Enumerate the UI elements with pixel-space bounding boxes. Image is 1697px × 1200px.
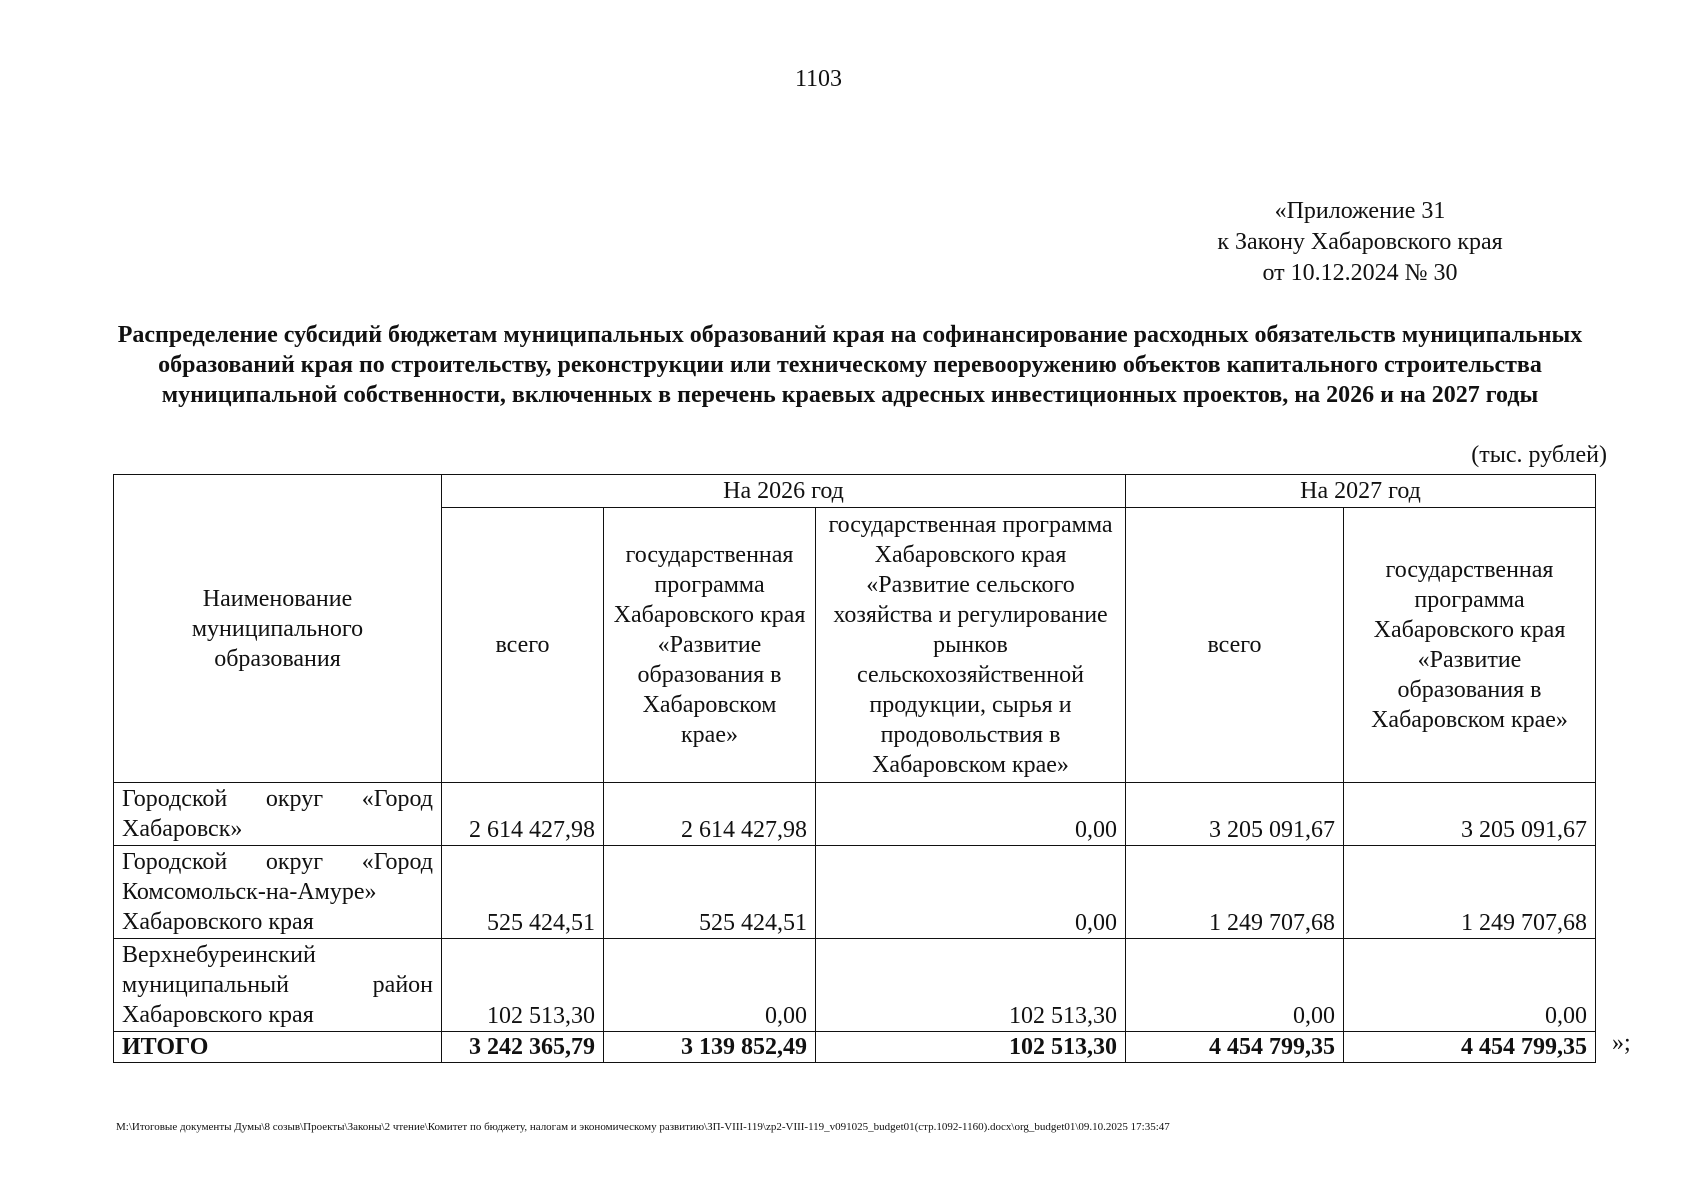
grand-agriculture-2026: 102 513,30 [816, 1032, 1126, 1063]
grand-education-2026: 3 139 852,49 [604, 1032, 816, 1063]
education-2026-value: 2 614 427,98 [604, 783, 816, 846]
total-2026-value: 525 424,51 [442, 846, 604, 939]
grand-total-2027: 4 454 799,35 [1126, 1032, 1344, 1063]
table-row [114, 846, 1596, 939]
appendix-reference [1180, 196, 1540, 289]
education-2026-value: 0,00 [604, 939, 816, 1032]
appendix-line-3: от 10.12.2024 № 30 [1262, 260, 1458, 286]
agriculture-2026-value: 102 513,30 [816, 939, 1126, 1032]
municipality-name: Верхнебуреинский муниципальный район Хабаровского края [114, 939, 442, 1032]
total-label: ИТОГО [114, 1032, 442, 1063]
footer-file-path: M:\Итоговые документы Думы\8 созыв\Проекты\Законы\2 чтение\Комитет по бюджету, налогам и экономическому развитию\ЗП-VIII-119\zp2-VIII-119_v091025_budget01(стр.1092-1160).docx\org_budget01\09.10.2025 17:35:47 [116, 1121, 1170, 1133]
agriculture-2026-value: 0,00 [816, 783, 1126, 846]
header-municipality-name: Наименование муниципального образования [114, 475, 442, 783]
total-2027-value: 0,00 [1126, 939, 1344, 1032]
header-year-2026: На 2026 год [442, 475, 1126, 508]
total-2027-value: 1 249 707,68 [1126, 846, 1344, 939]
total-row [114, 1032, 1596, 1063]
education-2027-value: 0,00 [1344, 939, 1596, 1032]
units-label: (тыс. рублей) [1471, 442, 1607, 468]
total-2026-value: 2 614 427,98 [442, 783, 604, 846]
total-2026-value: 102 513,30 [442, 939, 604, 1032]
header-education-program-2027: государственная программа Хабаровского края «Развитие образования в Хабаровском крае» [1344, 508, 1596, 783]
table-row [114, 939, 1596, 1032]
education-2027-value: 3 205 091,67 [1344, 783, 1596, 846]
total-2027-value: 3 205 091,67 [1126, 783, 1344, 846]
grand-education-2027: 4 454 799,35 [1344, 1032, 1596, 1063]
grand-total-2026: 3 242 365,79 [442, 1032, 604, 1063]
document-title: Распределение субсидий бюджетам муниципальных образований края на софинансирование расходных обязательств муниципальных образований края по строительству, реконструкции или техническому перевооружению объектов капитального строительства муниципальной собственности, включенных в перечень краевых адресных инвестиционных проектов, на 2026 и на 2027 годы [117, 322, 1583, 408]
table-row [114, 783, 1596, 846]
header-total-2027: всего [1126, 508, 1344, 783]
education-2027-value: 1 249 707,68 [1344, 846, 1596, 939]
appendix-line-1: «Приложение 31 [1274, 198, 1446, 224]
header-year-2027: На 2027 год [1126, 475, 1596, 508]
header-total-2026: всего [442, 508, 604, 783]
page-number: 1103 [794, 66, 843, 92]
closing-quote: »; [1612, 1030, 1631, 1056]
education-2026-value: 525 424,51 [604, 846, 816, 939]
subsidy-table [113, 474, 1596, 1063]
appendix-line-2: к Закону Хабаровского края [1217, 229, 1503, 255]
header-agriculture-program-2026: государственная программа Хабаровского края «Развитие сельского хозяйства и регулирование рынков сельскохозяйственной продукции, сырья и продовольствия в Хабаровском крае» [816, 508, 1126, 783]
header-education-program-2026: государственная программа Хабаровского края «Развитие образования в Хабаровском крае» [604, 508, 816, 783]
municipality-name: Городской округ «Город Хабаровск» [114, 783, 442, 846]
agriculture-2026-value: 0,00 [816, 846, 1126, 939]
municipality-name: Городской округ «Город Комсомольск-на-Амуре» Хабаровского края [114, 846, 442, 939]
